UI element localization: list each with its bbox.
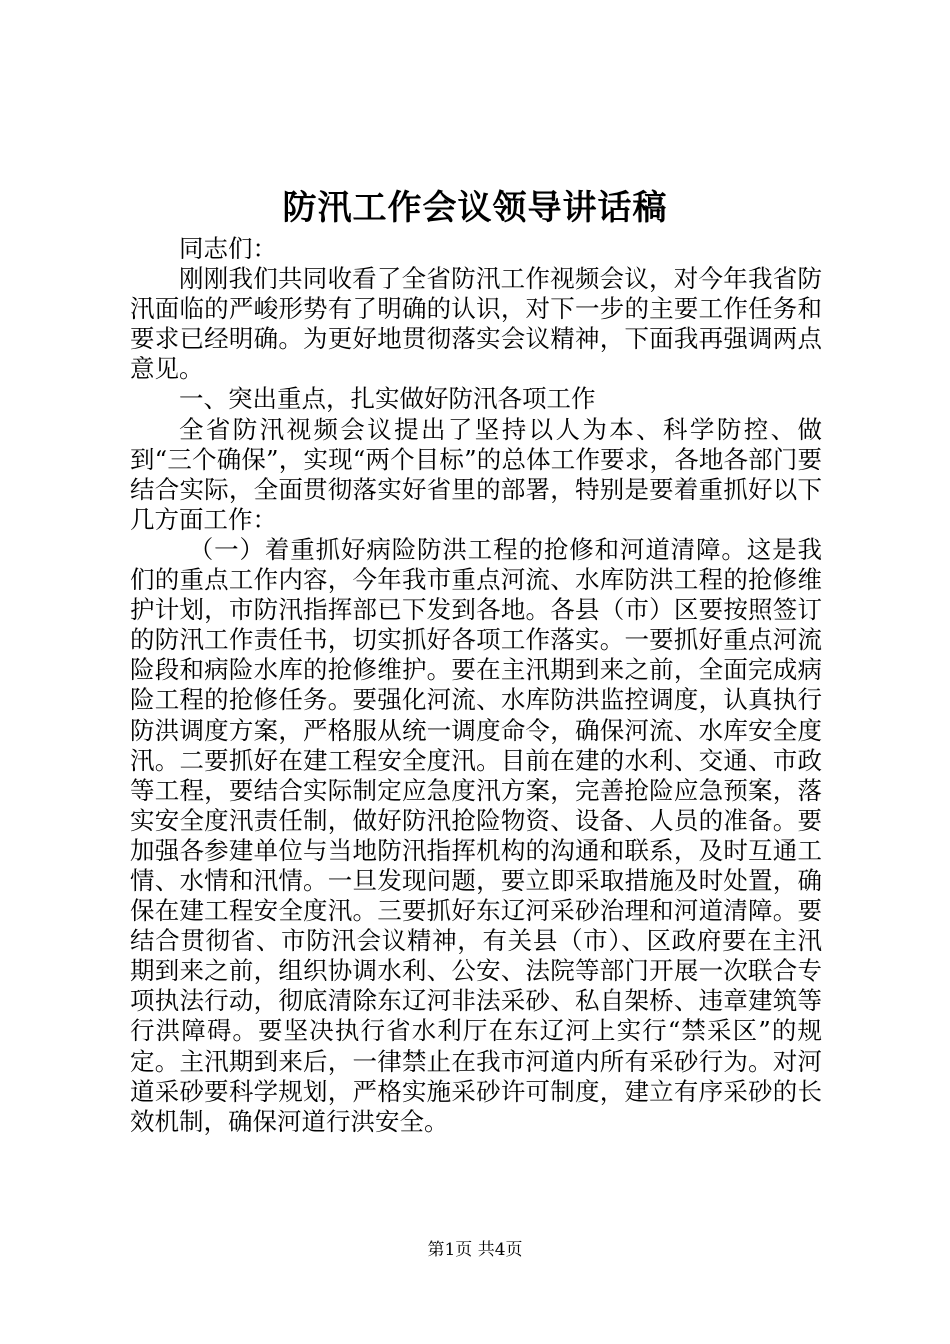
- salutation-paragraph: 同志们：: [179, 234, 277, 263]
- intro-paragraph: 刚刚我们共同收看了全省防汛工作视频会议，对今年我省防汛面临的严峻形势有了明确的认识，对下一步的主要工作任务和要求已经明确。为更好地贯彻落实会议精神，下面我再强调两点意见。: [130, 264, 822, 384]
- document-title: 防汛工作会议领导讲话稿: [282, 188, 668, 228]
- subsection-paragraph: （一）着重抓好病险防洪工程的抢修和河道清障。这是我们的重点工作内容，今年我市重点河流、水库防洪工程的抢修维护计划，市防汛指挥部已下发到各地。各县（市）区要按照签订的防汛工作责任书，切实抓好各项工作落实。一要抓好重点河流险段和病险水库的抢修维护。要在主汛期到来之前，全面完成病险工程的抢修任务。要强化河流、水库防洪监控调度，认真执行防洪调度方案，严格服从统一调度命令，确保河流、水库安全度汛。二要抓好在建工程安全度汛。目前在建的水利、交通、市政等工程，要结合实际制定应急度汛方案，完善抢险应急预案，落实安全度汛责任制，做好防汛抢险物资、设备、人员的准备。要加强各参建单位与当地防汛指挥机构的沟通和联系，及时互通工情、水情和汛情。一旦发现问题，要立即采取措施及时处置，确保在建工程安全度汛。三要抓好东辽河采砂治理和河道清障。要结合贯彻省、市防汛会议精神，有关县（市）、区政府要在主汛期到来之前，组织协调水利、公安、法院等部门开展一次联合专项执法行动，彻底清除东辽河非法采砂、私自架桥、违章建筑等行洪障碍。要坚决执行省水利厅在东辽河上实行“禁采区”的规定。主汛期到来后，一律禁止在我市河道内所有采砂行为。对河道采砂要科学规划，严格实施采砂许可制度，建立有序采砂的长效机制，确保河道行洪安全。: [130, 534, 822, 1136]
- section-heading: 一、突出重点，扎实做好防汛各项工作: [179, 384, 596, 414]
- page-number-footer: 第1页 共4页: [427, 1240, 523, 1260]
- section-intro-paragraph: 全省防汛视频会议提出了坚持以人为本、科学防控、做到“三个确保”，实现“两个目标”的总体工作要求，各地各部门要结合实际，全面贯彻落实好省里的部署，特别是要着重抓好以下几方面工作：: [130, 414, 822, 534]
- document-body: [130, 234, 822, 1137]
